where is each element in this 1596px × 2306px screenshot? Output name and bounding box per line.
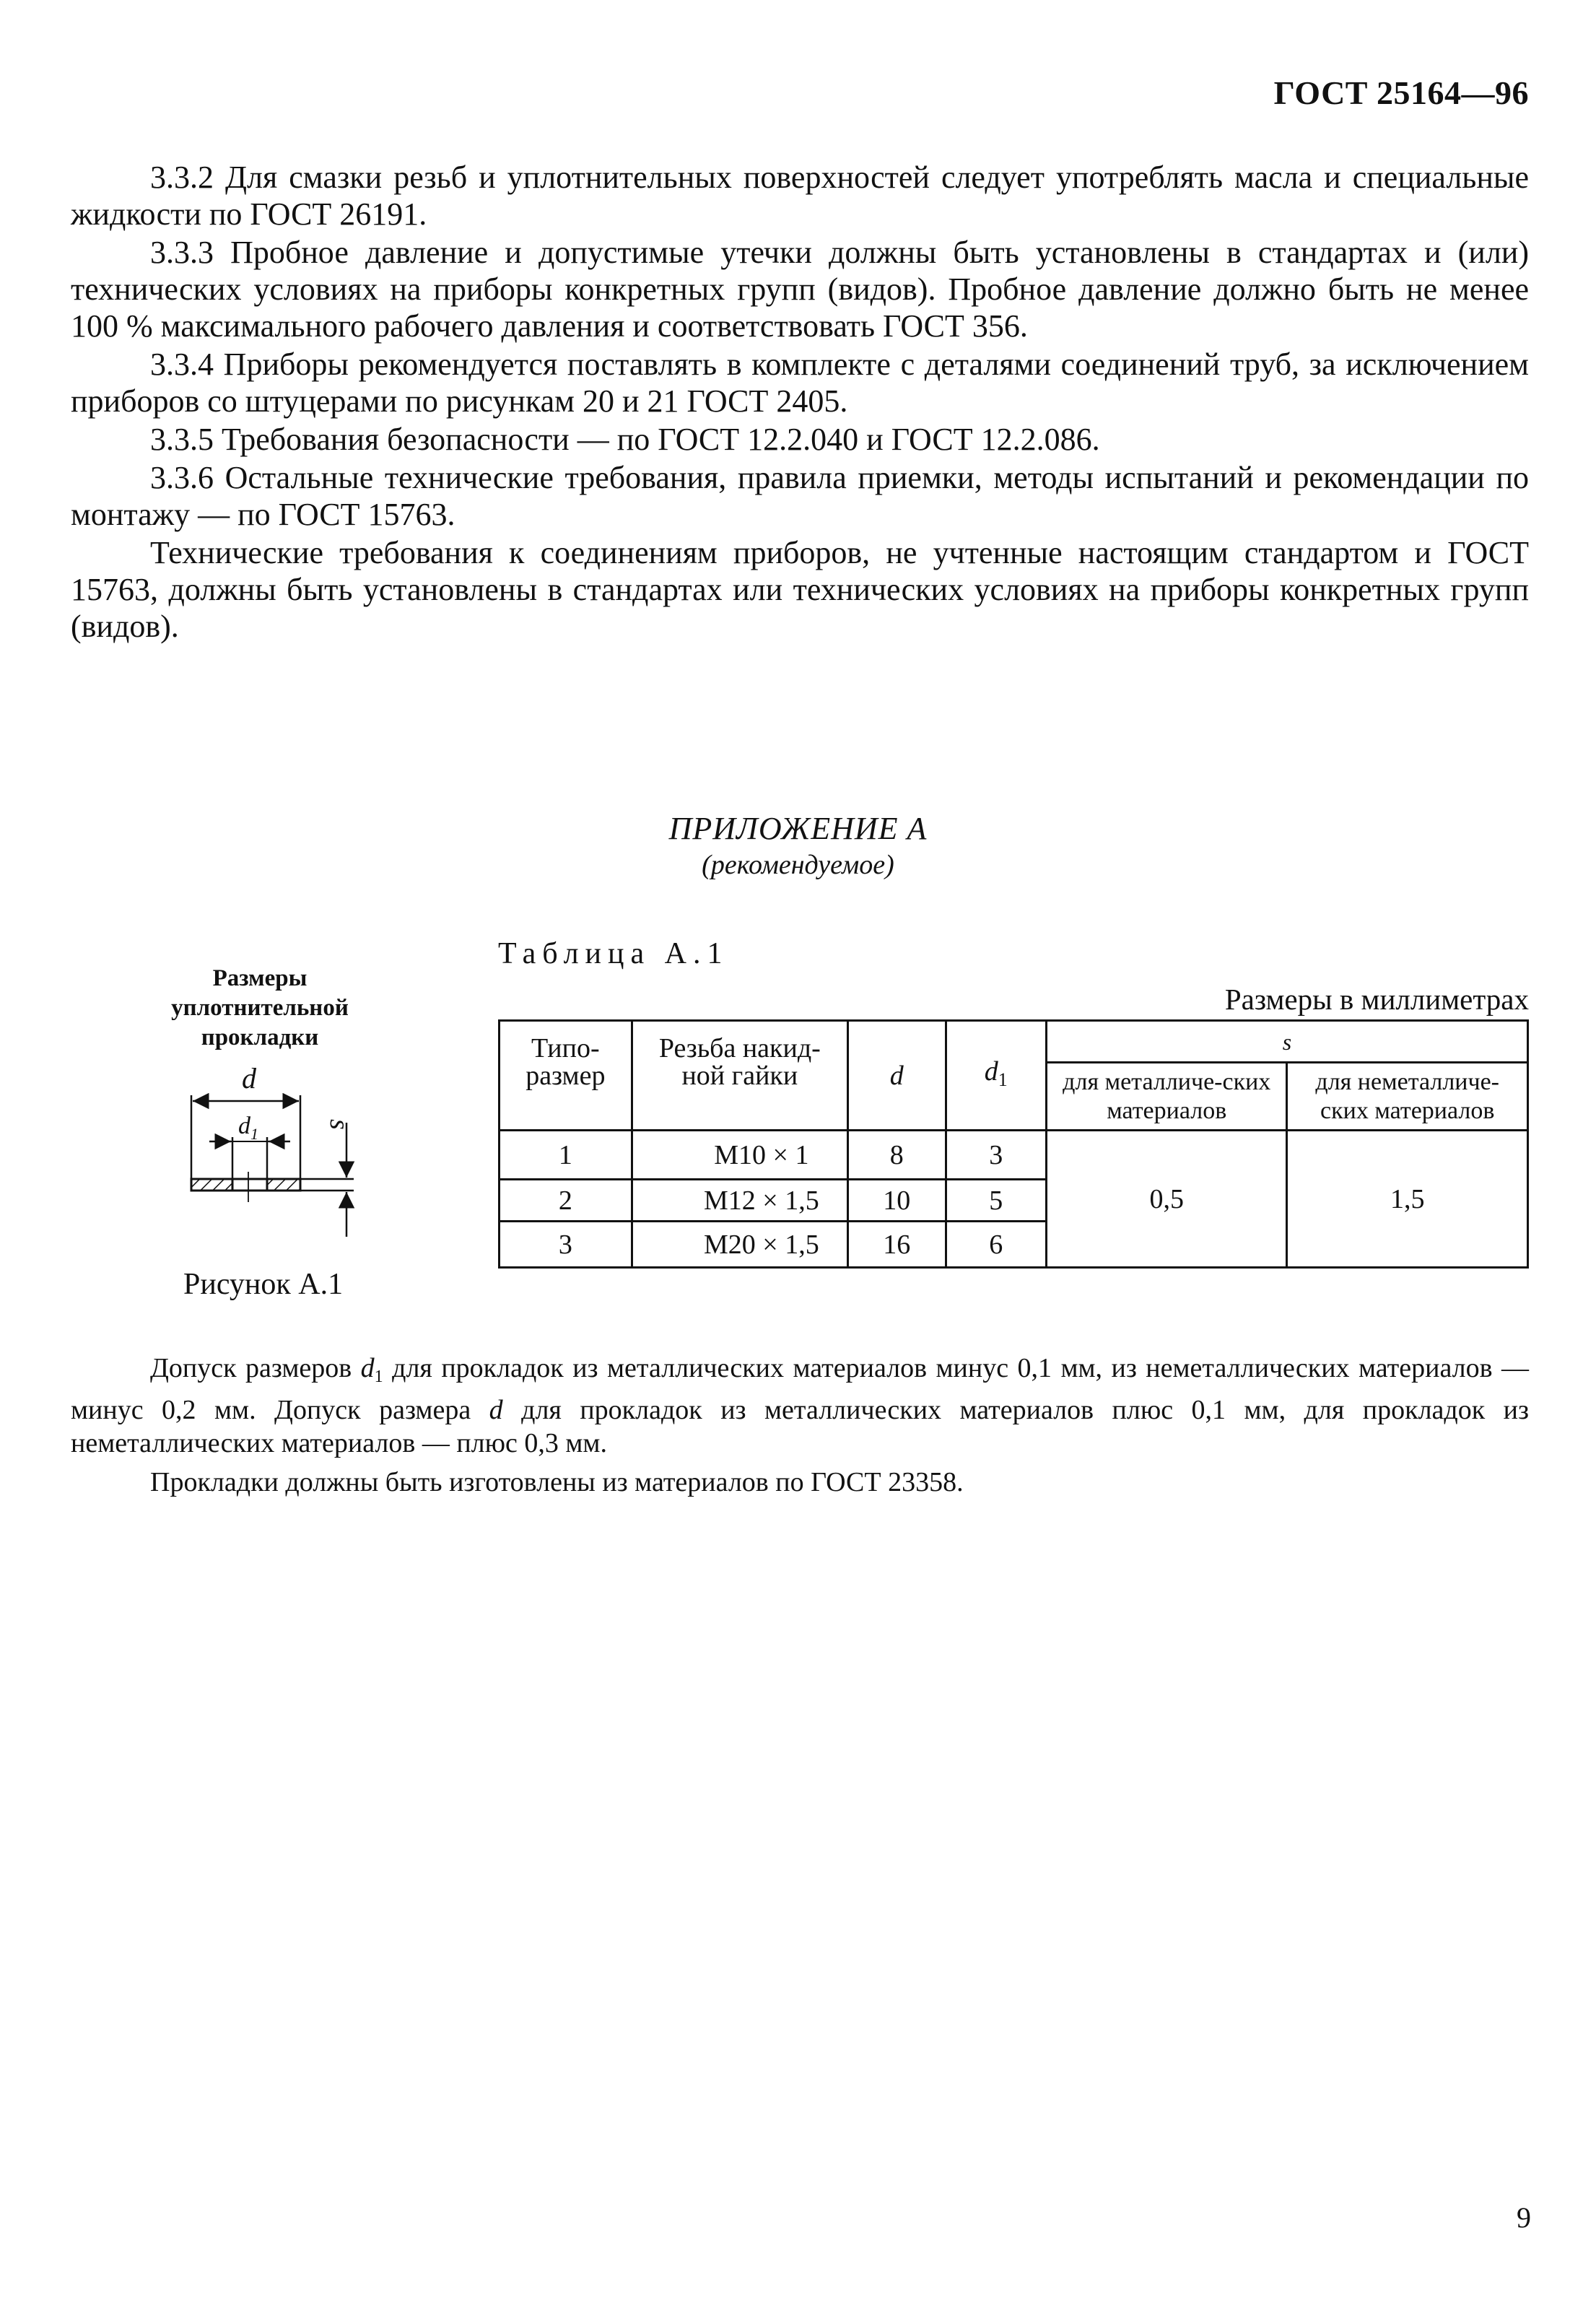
header-s-metal: для металличе-ских материалов xyxy=(1047,1063,1287,1131)
body-text xyxy=(71,159,1529,645)
table-units: Размеры в миллиметрах xyxy=(1224,983,1529,1016)
dim-d1: $d_1$ xyxy=(238,1113,258,1143)
tolerance-d-letter: d xyxy=(489,1395,503,1425)
cell-size: 2 xyxy=(500,1180,632,1222)
header-thread-text: Резьба накид-ной гайки xyxy=(658,1033,821,1091)
footnotes xyxy=(71,1352,1529,1499)
paragraph-3-3-2: 3.3.2 Для смазки резьб и уплотнительных поверхностей следует употреблять масла и специальные жидкости по ГОСТ 26191. xyxy=(71,160,1529,232)
cell-thread: М10 × 1 xyxy=(632,1131,847,1180)
cell-d1: 6 xyxy=(946,1222,1046,1268)
cell-d: 8 xyxy=(848,1131,946,1180)
tolerance-d1-sub: 1 xyxy=(374,1367,383,1386)
header-size-text: Типо-размер xyxy=(526,1033,606,1091)
paragraph-3-3-6: 3.3.6 Остальные технические требования, правила приемки, методы испытаний и рекомендации по монтажу — по ГОСТ 15763. xyxy=(71,460,1529,532)
header-d1 xyxy=(946,1021,1046,1131)
header-thread xyxy=(632,1021,847,1131)
materials-paragraph: Прокладки должны быть изготовлены из материалов по ГОСТ 23358. xyxy=(150,1467,964,1497)
header-d1-letter: d xyxy=(984,1056,998,1087)
table-row xyxy=(500,1131,1528,1180)
header-d: d xyxy=(848,1021,946,1131)
tolerance-text-2: для прокладок из металлических материалов минус 0,1 мм, из неметаллических материалов — минус 0,2 мм. Допуск размера xyxy=(71,1353,1529,1425)
table-label: Таблица А.1 xyxy=(498,937,729,970)
cell-size: 1 xyxy=(500,1131,632,1180)
paragraph-3-3-5: 3.3.5 Требования безопасности — по ГОСТ 12.2.040 и ГОСТ 12.2.086. xyxy=(150,422,1100,457)
figure-caption: Размеры уплотнительной прокладки xyxy=(171,965,349,1050)
cell-d: 10 xyxy=(848,1180,946,1222)
paragraph-technical-requirements: Технические требования к соединениям приборов, не учтенные настоящим стандартом и ГОСТ 15763, должны быть установлены в стандартах или технических условиях на приборы конкретных групп (видов). xyxy=(71,535,1529,644)
header-d1-sub: 1 xyxy=(998,1069,1008,1090)
tolerance-text-1: Допуск размеров xyxy=(150,1353,361,1383)
cell-d1: 3 xyxy=(946,1131,1046,1180)
page-number: 9 xyxy=(1517,2201,1531,2234)
paragraph-3-3-4: 3.3.4 Приборы рекомендуется поставлять в комплекте с деталями соединений труб, за исключением приборов со штуцерами по рисункам 20 и 21 ГОСТ 2405. xyxy=(71,347,1529,419)
cell-s-metal: 0,5 xyxy=(1047,1131,1287,1268)
header-s-nonmetal: для неметалличе-ских материалов xyxy=(1287,1063,1528,1131)
cell-thread: М20 × 1,5 xyxy=(632,1222,847,1268)
dimensions-table xyxy=(498,1019,1529,1269)
tolerance-d1-letter: d xyxy=(360,1353,375,1383)
dim-d: d xyxy=(242,1062,256,1095)
tolerance-paragraph xyxy=(71,1352,1529,1460)
standard-header: ГОСТ 25164—96 xyxy=(1273,74,1529,111)
dim-s: s xyxy=(324,1119,354,1130)
gasket-drawing xyxy=(173,1058,368,1253)
cell-d1: 5 xyxy=(946,1180,1046,1222)
paragraph-3-3-3: 3.3.3 Пробное давление и допустимые утечки должны быть установлены в стандартах и (или) технических условиях на приборы конкретных групп (видов). Пробное давление должно быть не менее 100 % максимального рабочего давления и соответствовать ГОСТ 356. xyxy=(71,235,1529,344)
header-size xyxy=(500,1021,632,1131)
tolerance-text-3: для прокладок из металлических материалов плюс 0,1 мм, для прокладок из неметаллических материалов — плюс 0,3 мм. xyxy=(71,1395,1529,1458)
figure-label: Рисунок А.1 xyxy=(183,1268,344,1301)
appendix-subtitle: (рекомендуемое) xyxy=(702,850,894,880)
cell-s-nonmetal: 1,5 xyxy=(1287,1131,1528,1268)
cell-size: 3 xyxy=(500,1222,632,1268)
appendix-title: ПРИЛОЖЕНИЕ А xyxy=(668,811,928,846)
cell-d: 16 xyxy=(848,1222,946,1268)
header-s: s xyxy=(1047,1021,1528,1063)
cell-thread: М12 × 1,5 xyxy=(632,1180,847,1222)
